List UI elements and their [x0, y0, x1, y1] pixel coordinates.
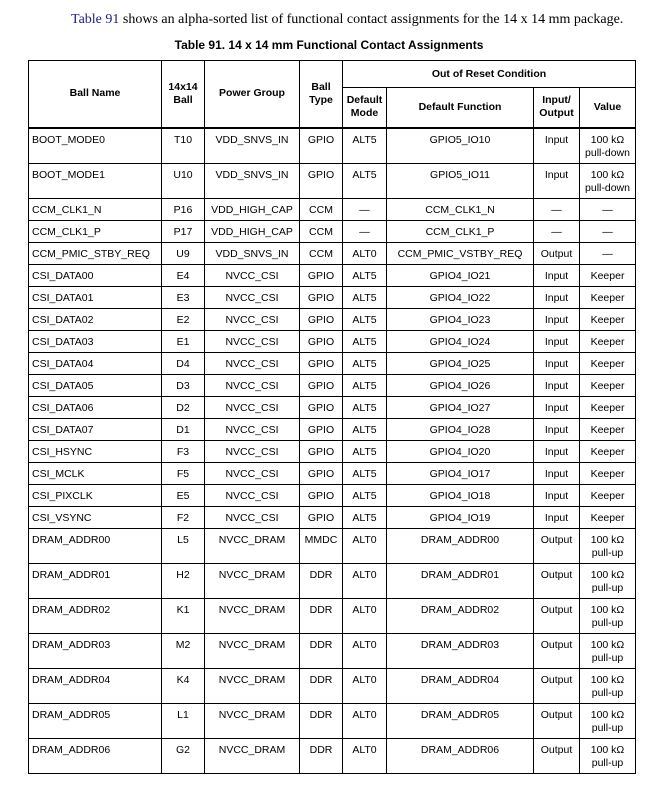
cell-value: Keeper — [580, 396, 636, 418]
cell-value: 100 kΩ pull-up — [580, 633, 636, 668]
cell-ball-name: CSI_MCLK — [29, 462, 162, 484]
table-row — [29, 528, 636, 563]
cell-io: Input — [534, 264, 580, 286]
cell-value: 100 kΩ pull-down — [580, 163, 636, 198]
cell-io: Output — [534, 528, 580, 563]
cell-default-function: GPIO4_IO24 — [387, 330, 534, 352]
cell-default-mode: ALT5 — [343, 308, 387, 330]
cell-ball: E4 — [162, 264, 205, 286]
cell-ball-type: CCM — [300, 198, 343, 220]
cell-default-function: DRAM_ADDR00 — [387, 528, 534, 563]
cell-io: Input — [534, 330, 580, 352]
cell-default-mode: ALT0 — [343, 703, 387, 738]
cell-value: — — [580, 220, 636, 242]
table-row — [29, 396, 636, 418]
cell-ball-name: CSI_DATA07 — [29, 418, 162, 440]
cell-default-mode: ALT0 — [343, 563, 387, 598]
table-row — [29, 198, 636, 220]
cell-value: Keeper — [580, 440, 636, 462]
header-default-mode: Default Mode — [343, 88, 387, 128]
cell-default-function: GPIO5_IO11 — [387, 163, 534, 198]
cell-default-function: DRAM_ADDR06 — [387, 738, 534, 773]
cell-ball: E5 — [162, 484, 205, 506]
cell-ball-type: GPIO — [300, 352, 343, 374]
table-row — [29, 374, 636, 396]
cell-power-group: NVCC_DRAM — [205, 598, 300, 633]
table-row — [29, 264, 636, 286]
cell-power-group: VDD_SNVS_IN — [205, 128, 300, 164]
table-row — [29, 308, 636, 330]
cell-default-mode: ALT5 — [343, 440, 387, 462]
cell-default-mode: ALT5 — [343, 396, 387, 418]
header-io: Input/ Output — [534, 88, 580, 128]
cell-ball-name: DRAM_ADDR03 — [29, 633, 162, 668]
cell-power-group: NVCC_CSI — [205, 286, 300, 308]
cell-io: Input — [534, 308, 580, 330]
cell-default-function: GPIO4_IO21 — [387, 264, 534, 286]
cell-ball-name: DRAM_ADDR06 — [29, 738, 162, 773]
cell-io: Input — [534, 462, 580, 484]
cell-ball-type: GPIO — [300, 418, 343, 440]
cell-io: — — [534, 198, 580, 220]
cell-io: Output — [534, 598, 580, 633]
cell-value: Keeper — [580, 418, 636, 440]
cell-default-mode: ALT5 — [343, 128, 387, 164]
cell-ball-name: CSI_DATA00 — [29, 264, 162, 286]
cell-power-group: NVCC_DRAM — [205, 633, 300, 668]
cell-ball-name: CSI_DATA01 — [29, 286, 162, 308]
cell-default-mode: — — [343, 198, 387, 220]
cell-default-mode: ALT5 — [343, 264, 387, 286]
cell-power-group: VDD_HIGH_CAP — [205, 198, 300, 220]
cell-ball-name: CCM_CLK1_N — [29, 198, 162, 220]
cell-ball-type: GPIO — [300, 286, 343, 308]
header-ball-type: Ball Type — [300, 61, 343, 128]
header-default-function: Default Function — [387, 88, 534, 128]
cell-ball: M2 — [162, 633, 205, 668]
cell-ball: F3 — [162, 440, 205, 462]
cell-io: — — [534, 220, 580, 242]
cell-ball-type: GPIO — [300, 440, 343, 462]
cell-default-mode: ALT5 — [343, 330, 387, 352]
cell-ball: D1 — [162, 418, 205, 440]
cell-power-group: NVCC_CSI — [205, 330, 300, 352]
cell-power-group: NVCC_CSI — [205, 462, 300, 484]
table-row — [29, 220, 636, 242]
cell-default-mode: ALT5 — [343, 163, 387, 198]
cell-ball: E2 — [162, 308, 205, 330]
cell-default-function: GPIO4_IO20 — [387, 440, 534, 462]
cell-ball-name: DRAM_ADDR00 — [29, 528, 162, 563]
cell-default-mode: ALT5 — [343, 506, 387, 528]
intro-paragraph — [71, 12, 623, 28]
cell-ball-name: CSI_VSYNC — [29, 506, 162, 528]
table-row — [29, 242, 636, 264]
cell-ball-type: CCM — [300, 220, 343, 242]
cell-power-group: NVCC_DRAM — [205, 668, 300, 703]
cell-io: Input — [534, 418, 580, 440]
cell-ball-name: DRAM_ADDR01 — [29, 563, 162, 598]
cell-ball-name: DRAM_ADDR04 — [29, 668, 162, 703]
cell-default-mode: ALT5 — [343, 462, 387, 484]
cell-value: 100 kΩ pull-up — [580, 563, 636, 598]
cell-ball: G2 — [162, 738, 205, 773]
table-row — [29, 668, 636, 703]
cell-io: Output — [534, 563, 580, 598]
cell-ball-type: DDR — [300, 563, 343, 598]
cell-ball: L5 — [162, 528, 205, 563]
cell-default-mode: ALT0 — [343, 598, 387, 633]
table-row — [29, 330, 636, 352]
cell-value: Keeper — [580, 264, 636, 286]
cell-value: Keeper — [580, 506, 636, 528]
cell-io: Input — [534, 506, 580, 528]
cell-ball-type: GPIO — [300, 396, 343, 418]
cell-io: Input — [534, 352, 580, 374]
cell-ball: D4 — [162, 352, 205, 374]
cell-ball-type: GPIO — [300, 163, 343, 198]
cell-ball: K4 — [162, 668, 205, 703]
cell-ball-name: CSI_PIXCLK — [29, 484, 162, 506]
table-row — [29, 506, 636, 528]
cell-io: Input — [534, 374, 580, 396]
cell-ball-type: GPIO — [300, 128, 343, 164]
cell-default-mode: ALT5 — [343, 374, 387, 396]
cell-io: Output — [534, 738, 580, 773]
contact-assignments-table — [28, 60, 636, 774]
cell-default-function: CCM_CLK1_N — [387, 198, 534, 220]
cell-ball: T10 — [162, 128, 205, 164]
cell-io: Input — [534, 128, 580, 164]
table-row — [29, 286, 636, 308]
cell-power-group: VDD_SNVS_IN — [205, 163, 300, 198]
cell-default-function: GPIO4_IO23 — [387, 308, 534, 330]
cell-io: Input — [534, 484, 580, 506]
cell-ball: K1 — [162, 598, 205, 633]
cell-io: Input — [534, 440, 580, 462]
cell-power-group: NVCC_CSI — [205, 352, 300, 374]
cell-default-function: GPIO4_IO25 — [387, 352, 534, 374]
cell-default-function: DRAM_ADDR05 — [387, 703, 534, 738]
table-row — [29, 352, 636, 374]
cell-default-function: GPIO4_IO22 — [387, 286, 534, 308]
table-row — [29, 563, 636, 598]
cell-ball: P16 — [162, 198, 205, 220]
table-row — [29, 598, 636, 633]
cell-ball: P17 — [162, 220, 205, 242]
cell-default-function: CCM_CLK1_P — [387, 220, 534, 242]
cell-ball-name: CSI_HSYNC — [29, 440, 162, 462]
table-row — [29, 163, 636, 198]
table-row — [29, 703, 636, 738]
cell-io: Input — [534, 286, 580, 308]
cell-default-function: DRAM_ADDR02 — [387, 598, 534, 633]
cell-value: Keeper — [580, 286, 636, 308]
cell-value: 100 kΩ pull-up — [580, 738, 636, 773]
cell-ball-name: BOOT_MODE0 — [29, 128, 162, 164]
cell-default-mode: ALT0 — [343, 528, 387, 563]
cell-default-mode: — — [343, 220, 387, 242]
cell-ball-type: MMDC — [300, 528, 343, 563]
cell-default-mode: ALT5 — [343, 352, 387, 374]
header-power-group: Power Group — [205, 61, 300, 128]
cell-ball-type: DDR — [300, 703, 343, 738]
cell-ball-type: GPIO — [300, 264, 343, 286]
cell-default-mode: ALT5 — [343, 418, 387, 440]
cell-ball-type: DDR — [300, 633, 343, 668]
cell-default-mode: ALT0 — [343, 633, 387, 668]
cell-ball-name: BOOT_MODE1 — [29, 163, 162, 198]
cell-value: Keeper — [580, 462, 636, 484]
cell-default-function: DRAM_ADDR04 — [387, 668, 534, 703]
cell-value: — — [580, 198, 636, 220]
cell-ball-type: CCM — [300, 242, 343, 264]
cell-ball-type: GPIO — [300, 308, 343, 330]
cell-power-group: NVCC_CSI — [205, 264, 300, 286]
cell-power-group: NVCC_CSI — [205, 396, 300, 418]
cell-power-group: NVCC_CSI — [205, 506, 300, 528]
cell-ball-name: CSI_DATA05 — [29, 374, 162, 396]
cell-ball: U9 — [162, 242, 205, 264]
cell-ball-name: CCM_CLK1_P — [29, 220, 162, 242]
cell-power-group: NVCC_DRAM — [205, 738, 300, 773]
cell-ball-type: GPIO — [300, 330, 343, 352]
table-row — [29, 633, 636, 668]
table-row — [29, 738, 636, 773]
cell-value: 100 kΩ pull-up — [580, 668, 636, 703]
cell-io: Input — [534, 163, 580, 198]
cell-ball-name: CSI_DATA02 — [29, 308, 162, 330]
cell-ball-name: CCM_PMIC_STBY_REQ — [29, 242, 162, 264]
cell-value: 100 kΩ pull-up — [580, 598, 636, 633]
cell-power-group: VDD_HIGH_CAP — [205, 220, 300, 242]
header-ball-name: Ball Name — [29, 61, 162, 128]
cell-default-function: GPIO4_IO27 — [387, 396, 534, 418]
header-value: Value — [580, 88, 636, 128]
cell-default-function: GPIO4_IO28 — [387, 418, 534, 440]
cell-power-group: NVCC_CSI — [205, 418, 300, 440]
cell-value: — — [580, 242, 636, 264]
cell-ball: E3 — [162, 286, 205, 308]
cell-value: Keeper — [580, 308, 636, 330]
cell-default-function: GPIO4_IO19 — [387, 506, 534, 528]
cell-ball-name: CSI_DATA04 — [29, 352, 162, 374]
cell-ball-type: GPIO — [300, 374, 343, 396]
cell-default-function: DRAM_ADDR03 — [387, 633, 534, 668]
cell-value: Keeper — [580, 330, 636, 352]
table-row — [29, 418, 636, 440]
cell-ball-name: CSI_DATA06 — [29, 396, 162, 418]
cell-default-mode: ALT5 — [343, 286, 387, 308]
cell-power-group: NVCC_DRAM — [205, 703, 300, 738]
cell-ball-type: DDR — [300, 738, 343, 773]
table-row — [29, 128, 636, 164]
cell-default-mode: ALT0 — [343, 242, 387, 264]
cell-value: Keeper — [580, 352, 636, 374]
cell-power-group: NVCC_CSI — [205, 484, 300, 506]
header-ball: 14x14 Ball — [162, 61, 205, 128]
cell-power-group: NVCC_CSI — [205, 374, 300, 396]
cell-ball: D2 — [162, 396, 205, 418]
cell-value: 100 kΩ pull-down — [580, 128, 636, 164]
cell-power-group: NVCC_CSI — [205, 440, 300, 462]
cell-default-mode: ALT0 — [343, 668, 387, 703]
cell-ball-name: DRAM_ADDR02 — [29, 598, 162, 633]
cell-ball-type: GPIO — [300, 484, 343, 506]
cell-default-function: CCM_PMIC_VSTBY_REQ — [387, 242, 534, 264]
cell-ball: F5 — [162, 462, 205, 484]
cell-ball-name: CSI_DATA03 — [29, 330, 162, 352]
table-row — [29, 462, 636, 484]
cell-power-group: NVCC_DRAM — [205, 563, 300, 598]
cell-power-group: NVCC_CSI — [205, 308, 300, 330]
cell-io: Input — [534, 396, 580, 418]
cell-ball: F2 — [162, 506, 205, 528]
table-caption: Table 91. 14 x 14 mm Functional Contact Assignments — [174, 38, 484, 52]
cell-default-function: GPIO4_IO17 — [387, 462, 534, 484]
table-row — [29, 440, 636, 462]
cell-ball: D3 — [162, 374, 205, 396]
cell-io: Output — [534, 633, 580, 668]
cell-ball-type: DDR — [300, 668, 343, 703]
cell-ball: E1 — [162, 330, 205, 352]
cell-default-function: GPIO5_IO10 — [387, 128, 534, 164]
cell-ball-name: DRAM_ADDR05 — [29, 703, 162, 738]
cell-default-function: GPIO4_IO18 — [387, 484, 534, 506]
cell-power-group: NVCC_DRAM — [205, 528, 300, 563]
cell-ball: L1 — [162, 703, 205, 738]
header-out-of-reset: Out of Reset Condition — [343, 61, 636, 88]
cell-value: Keeper — [580, 374, 636, 396]
cell-io: Output — [534, 668, 580, 703]
cell-ball-type: GPIO — [300, 506, 343, 528]
cell-default-function: GPIO4_IO26 — [387, 374, 534, 396]
cell-power-group: VDD_SNVS_IN — [205, 242, 300, 264]
table-row — [29, 484, 636, 506]
cell-default-function: DRAM_ADDR01 — [387, 563, 534, 598]
cell-io: Output — [534, 242, 580, 264]
table-link[interactable]: Table 91 — [71, 12, 120, 27]
cell-ball: H2 — [162, 563, 205, 598]
cell-value: 100 kΩ pull-up — [580, 703, 636, 738]
intro-text: shows an alpha-sorted list of functional contact assignments for the 14 x 14 mm package. — [119, 12, 624, 27]
cell-value: 100 kΩ pull-up — [580, 528, 636, 563]
cell-default-mode: ALT0 — [343, 738, 387, 773]
cell-default-mode: ALT5 — [343, 484, 387, 506]
cell-value: Keeper — [580, 484, 636, 506]
cell-io: Output — [534, 703, 580, 738]
cell-ball-type: GPIO — [300, 462, 343, 484]
cell-ball: U10 — [162, 163, 205, 198]
cell-ball-type: DDR — [300, 598, 343, 633]
